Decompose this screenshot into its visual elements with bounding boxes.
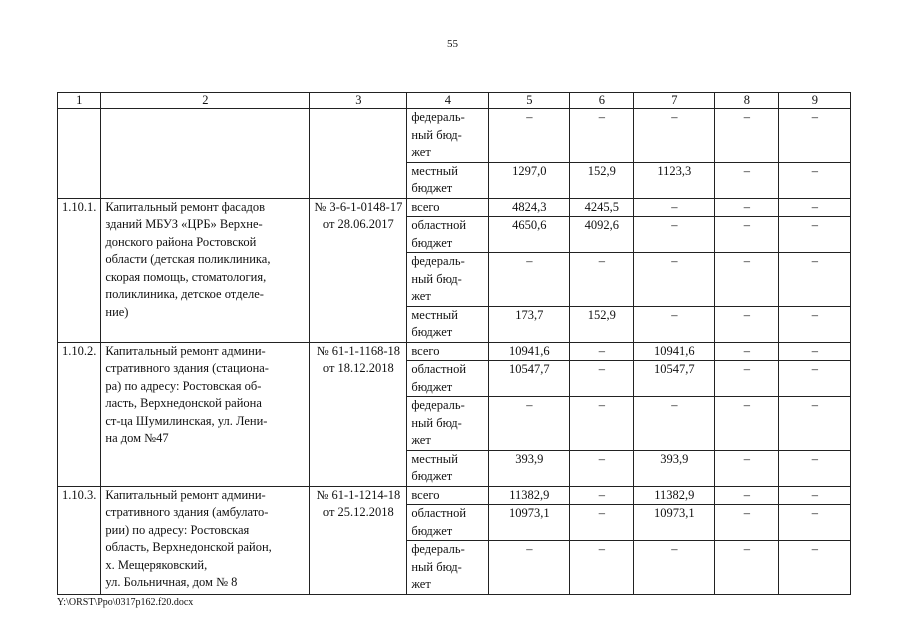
document-line: от 25.12.2018 — [322, 505, 394, 519]
value-cell: 10547,7 — [634, 361, 715, 397]
budget-source-line: ный бюд- — [411, 127, 462, 142]
value-cell: – — [715, 505, 779, 541]
object-name-line: Капитальный ремонт админи- — [105, 343, 266, 358]
value-cell: – — [715, 217, 779, 253]
value-cell: – — [634, 306, 715, 342]
value-cell: – — [570, 342, 634, 361]
budget-source-line: бюджет — [411, 379, 453, 394]
budget-source-line: жет — [411, 289, 431, 303]
budget-source-line: областной — [411, 506, 467, 520]
header-cell: 6 — [570, 93, 634, 109]
value-cell: – — [779, 198, 851, 217]
object-name-cell — [101, 342, 310, 486]
table-row — [58, 198, 851, 217]
object-name-line: Капитальный ремонт фасадов — [105, 199, 266, 214]
header-cell: 2 — [101, 93, 310, 109]
value-cell: – — [779, 162, 851, 198]
value-cell: 11382,9 — [489, 486, 570, 505]
value-cell: – — [570, 541, 634, 595]
value-cell: – — [570, 109, 634, 163]
value-cell: – — [715, 162, 779, 198]
value-cell: 393,9 — [634, 450, 715, 486]
value-cell: 152,9 — [570, 306, 634, 342]
object-name-line: области (детская поликлиника, — [105, 252, 271, 266]
value-cell: – — [715, 198, 779, 217]
budget-source-line: областной — [411, 218, 467, 232]
budget-source-cell — [407, 541, 489, 595]
value-cell: – — [715, 253, 779, 307]
value-cell: 4092,6 — [570, 217, 634, 253]
value-cell: – — [570, 505, 634, 541]
budget-source-line: всего — [411, 487, 440, 502]
header-cell: 3 — [310, 93, 407, 109]
object-name-cell — [101, 198, 310, 342]
header-cell: 4 — [407, 93, 489, 109]
item-number-cell: 1.10.2. — [58, 342, 101, 486]
value-cell: – — [489, 253, 570, 307]
value-cell: 1297,0 — [489, 162, 570, 198]
budget-source-line: федераль- — [411, 542, 465, 556]
value-cell: – — [570, 450, 634, 486]
budget-source-cell — [407, 486, 489, 505]
budget-source-cell — [407, 109, 489, 163]
object-name-cell — [101, 109, 310, 199]
value-cell: 393,9 — [489, 450, 570, 486]
object-name-line: поликлиника, детское отделе- — [105, 287, 264, 301]
value-cell: – — [489, 109, 570, 163]
value-cell: – — [779, 217, 851, 253]
budget-source-line: ный бюд- — [411, 415, 462, 430]
budget-source-cell — [407, 397, 489, 451]
object-name-line: скорая помощь, стоматология, — [105, 269, 267, 284]
value-cell: – — [715, 397, 779, 451]
table-row — [58, 486, 851, 505]
value-cell: – — [779, 109, 851, 163]
value-cell: – — [779, 253, 851, 307]
value-cell: – — [715, 486, 779, 505]
budget-source-line: бюджет — [411, 469, 453, 483]
value-cell: – — [779, 486, 851, 505]
value-cell: 10941,6 — [634, 342, 715, 361]
budget-source-line: ный бюд- — [411, 559, 462, 574]
value-cell: – — [779, 450, 851, 486]
table-row — [58, 109, 851, 163]
budget-source-line: жет — [411, 145, 431, 159]
table-body — [58, 93, 851, 595]
object-name-line: ул. Больничная, дом № 8 — [105, 575, 238, 589]
object-name-line: стративного здания (стациона- — [105, 361, 269, 375]
object-name-line: х. Мещеряковский, — [105, 557, 208, 572]
document-cell — [310, 109, 407, 199]
value-cell: 4824,3 — [489, 198, 570, 217]
value-cell: – — [634, 198, 715, 217]
value-cell: – — [570, 397, 634, 451]
value-cell: 10941,6 — [489, 342, 570, 361]
header-cell: 9 — [779, 93, 851, 109]
item-number-cell: 1.10.3. — [58, 486, 101, 594]
budget-source-line: федераль- — [411, 398, 465, 412]
value-cell: – — [779, 342, 851, 361]
document-line: от 28.06.2017 — [322, 217, 394, 231]
document-cell — [310, 342, 407, 486]
value-cell: – — [570, 361, 634, 397]
value-cell: – — [779, 505, 851, 541]
value-cell: 152,9 — [570, 162, 634, 198]
budget-source-line: жет — [411, 433, 431, 447]
page-number: 55 — [447, 38, 458, 50]
object-name-line: ние) — [105, 304, 129, 319]
value-cell: – — [634, 397, 715, 451]
budget-source-line: местный — [411, 451, 458, 466]
object-name-line: рии) по адресу: Ростовская — [105, 522, 250, 537]
object-name-line: стративного здания (амбулато- — [105, 505, 269, 519]
header-cell: 7 — [634, 93, 715, 109]
value-cell: 173,7 — [489, 306, 570, 342]
value-cell: 4245,5 — [570, 198, 634, 217]
value-cell: – — [570, 486, 634, 505]
object-name-line: ласть, Верхнедонской района — [105, 396, 262, 410]
header-cell: 5 — [489, 93, 570, 109]
value-cell: 1123,3 — [634, 162, 715, 198]
budget-source-line: всего — [411, 199, 440, 214]
document-line: от 18.12.2018 — [322, 361, 394, 375]
object-name-line: донского района Ростовской — [105, 234, 257, 249]
value-cell: – — [634, 541, 715, 595]
file-path-footer: Y:\ORST\Ppo\0317p162.f20.docx — [57, 597, 194, 608]
budget-table — [57, 92, 851, 595]
table-row — [58, 342, 851, 361]
object-name-line: зданий МБУЗ «ЦРБ» Верхне- — [105, 217, 263, 231]
value-cell: – — [715, 306, 779, 342]
budget-source-line: местный — [411, 163, 458, 178]
value-cell: – — [489, 541, 570, 595]
object-name-line: ст-ца Шумилинская, ул. Лени- — [105, 413, 268, 428]
value-cell: – — [779, 361, 851, 397]
object-name-cell — [101, 486, 310, 594]
object-name-line: ра) по адресу: Ростовская об- — [105, 378, 262, 393]
value-cell: – — [715, 361, 779, 397]
budget-source-cell — [407, 162, 489, 198]
budget-source-line: ный бюд- — [411, 271, 462, 286]
header-cell: 1 — [58, 93, 101, 109]
value-cell: – — [715, 109, 779, 163]
budget-source-cell — [407, 505, 489, 541]
budget-source-cell — [407, 253, 489, 307]
document-line: № 61-1-1168-18 — [316, 343, 401, 358]
header-cell: 8 — [715, 93, 779, 109]
budget-source-cell — [407, 361, 489, 397]
value-cell: – — [779, 306, 851, 342]
budget-source-line: жет — [411, 577, 431, 591]
value-cell: – — [715, 342, 779, 361]
budget-source-line: бюджет — [411, 181, 453, 195]
value-cell: 10547,7 — [489, 361, 570, 397]
item-number-cell — [58, 109, 101, 199]
header-row — [58, 93, 851, 109]
budget-source-cell — [407, 342, 489, 361]
budget-source-cell — [407, 217, 489, 253]
value-cell: – — [779, 397, 851, 451]
value-cell: – — [489, 397, 570, 451]
budget-source-line: федераль- — [411, 254, 465, 268]
value-cell: – — [634, 217, 715, 253]
budget-source-line: бюджет — [411, 235, 453, 250]
value-cell: – — [715, 541, 779, 595]
item-number-cell: 1.10.1. — [58, 198, 101, 342]
object-name-line: область, Верхнедонской район, — [105, 540, 272, 554]
document-line: № 61-1-1214-18 — [316, 487, 401, 502]
budget-source-line: федераль- — [411, 110, 465, 124]
value-cell: – — [634, 109, 715, 163]
value-cell: – — [715, 450, 779, 486]
budget-source-line: бюджет — [411, 325, 453, 339]
value-cell: 4650,6 — [489, 217, 570, 253]
budget-source-line: бюджет — [411, 523, 453, 538]
value-cell: – — [779, 541, 851, 595]
document-cell — [310, 198, 407, 342]
object-name-line: на дом №47 — [105, 431, 169, 445]
budget-source-cell — [407, 306, 489, 342]
value-cell: – — [570, 253, 634, 307]
object-name-line: Капитальный ремонт админи- — [105, 487, 266, 502]
value-cell: 10973,1 — [634, 505, 715, 541]
budget-source-cell — [407, 198, 489, 217]
budget-source-line: областной — [411, 362, 467, 376]
value-cell: – — [634, 253, 715, 307]
budget-source-cell — [407, 450, 489, 486]
budget-source-line: всего — [411, 343, 440, 358]
value-cell: 11382,9 — [634, 486, 715, 505]
document-line: № 3-6-1-0148-17 — [314, 199, 403, 214]
budget-source-line: местный — [411, 307, 458, 322]
document-cell — [310, 486, 407, 594]
value-cell: 10973,1 — [489, 505, 570, 541]
